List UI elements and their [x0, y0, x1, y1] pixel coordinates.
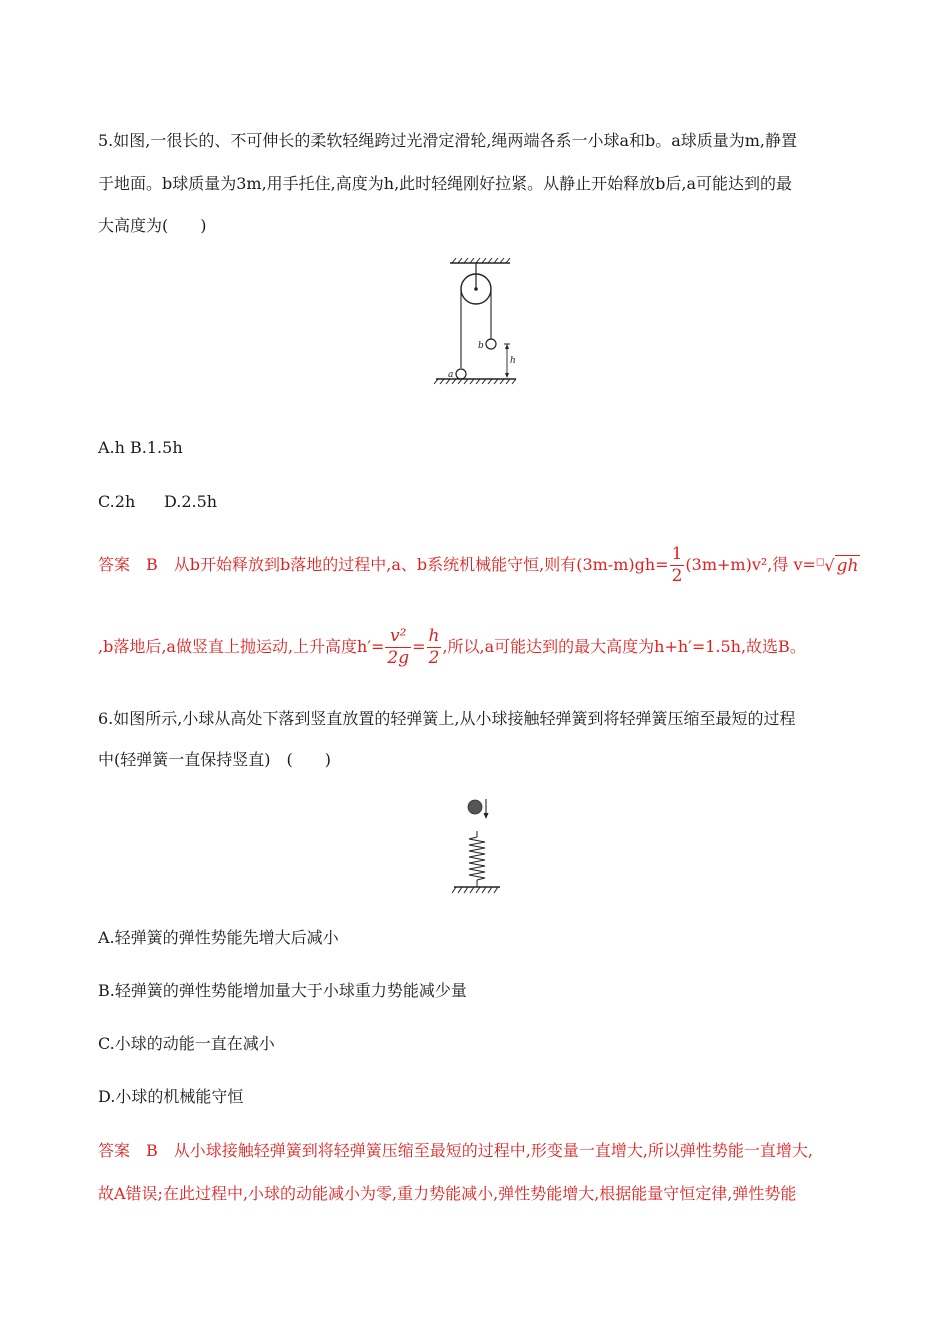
root-body: gh — [836, 555, 859, 576]
frac1-denominator: 2 — [671, 566, 683, 586]
q5-answer-mid: (3m+m)v²,得 v= — [685, 555, 816, 574]
pulley-figure — [430, 255, 522, 387]
q6-answer-line-1: 答案 B 从小球接触轻弹簧到将轻弹簧压缩至最短的过程中,形变量一直增大,所以弹性势能一直增大, — [98, 1141, 814, 1160]
q6-option-a: A.轻弹簧的弹性势能先增大后减小 — [98, 928, 339, 947]
q6-option-b: B.轻弹簧的弹性势能增加量大于小球重力势能减少量 — [98, 981, 467, 1000]
frac3-denominator: 2 — [428, 648, 440, 668]
q5-answer-line-1 — [98, 546, 860, 585]
q5-stem-line-3: 大高度为( ) — [98, 216, 207, 235]
frac1-numerator: 1 — [671, 544, 683, 564]
label-h: h — [510, 356, 516, 366]
q6-option-c: C.小球的动能一直在减小 — [98, 1034, 275, 1053]
fraction-v2-2g — [385, 628, 411, 667]
q5-answer-line2-prefix: ,b落地后,a做竖直上抛运动,上升高度h′= — [98, 637, 385, 656]
frac3-numerator: h — [428, 626, 440, 646]
spring-figure — [450, 795, 506, 899]
q6-stem-line-1: 6.如图所示,小球从高处下落到竖直放置的轻弹簧上,从小球接触轻弹簧到将轻弹簧压缩至最短的过程 — [98, 709, 796, 728]
q5-answer-prefix: 答案 B 从b开始释放到b落地的过程中,a、b系统机械能守恒,则有(3m-m)gh= — [98, 555, 669, 574]
radical-gh: □√ gh — [815, 555, 859, 576]
fraction-h-2 — [427, 628, 442, 667]
q5-answer-line2-suffix: ,所以,a可能达到的最大高度为h+h′=1.5h,故选B。 — [442, 637, 806, 656]
root-index: □ — [815, 557, 825, 568]
label-a: a — [448, 370, 454, 380]
q5-answer-line-2 — [98, 628, 806, 667]
q6-answer-line-2: 故A错误;在此过程中,小球的动能减小为零,重力势能减小,弹性势能增大,根据能量守恒定律,弹性势能 — [98, 1184, 797, 1203]
label-b: b — [478, 341, 484, 351]
q5-stem-line-2: 于地面。b球质量为3m,用手托住,高度为h,此时轻绳刚好拉紧。从静止开始释放b后,a可能达到的最 — [98, 174, 793, 193]
frac2-numerator: v² — [385, 628, 411, 648]
q6-option-d: D.小球的机械能守恒 — [98, 1087, 244, 1106]
equals-sign: = — [412, 637, 426, 656]
q5-stem-line-1: 5.如图,一很长的、不可伸长的柔软轻绳跨过光滑定滑轮,绳两端各系一小球a和b。a球质量为m,静置 — [98, 131, 798, 150]
frac2-denominator: 2g — [387, 648, 410, 668]
fraction-one-half — [670, 546, 685, 585]
q5-option-c: C.2h — [98, 492, 136, 511]
q5-option-d: D.2.5h — [164, 492, 218, 511]
q5-option-a-b: A.h B.1.5h — [98, 438, 183, 457]
q6-stem-line-2: 中(轻弹簧一直保持竖直) ( ) — [98, 750, 331, 769]
